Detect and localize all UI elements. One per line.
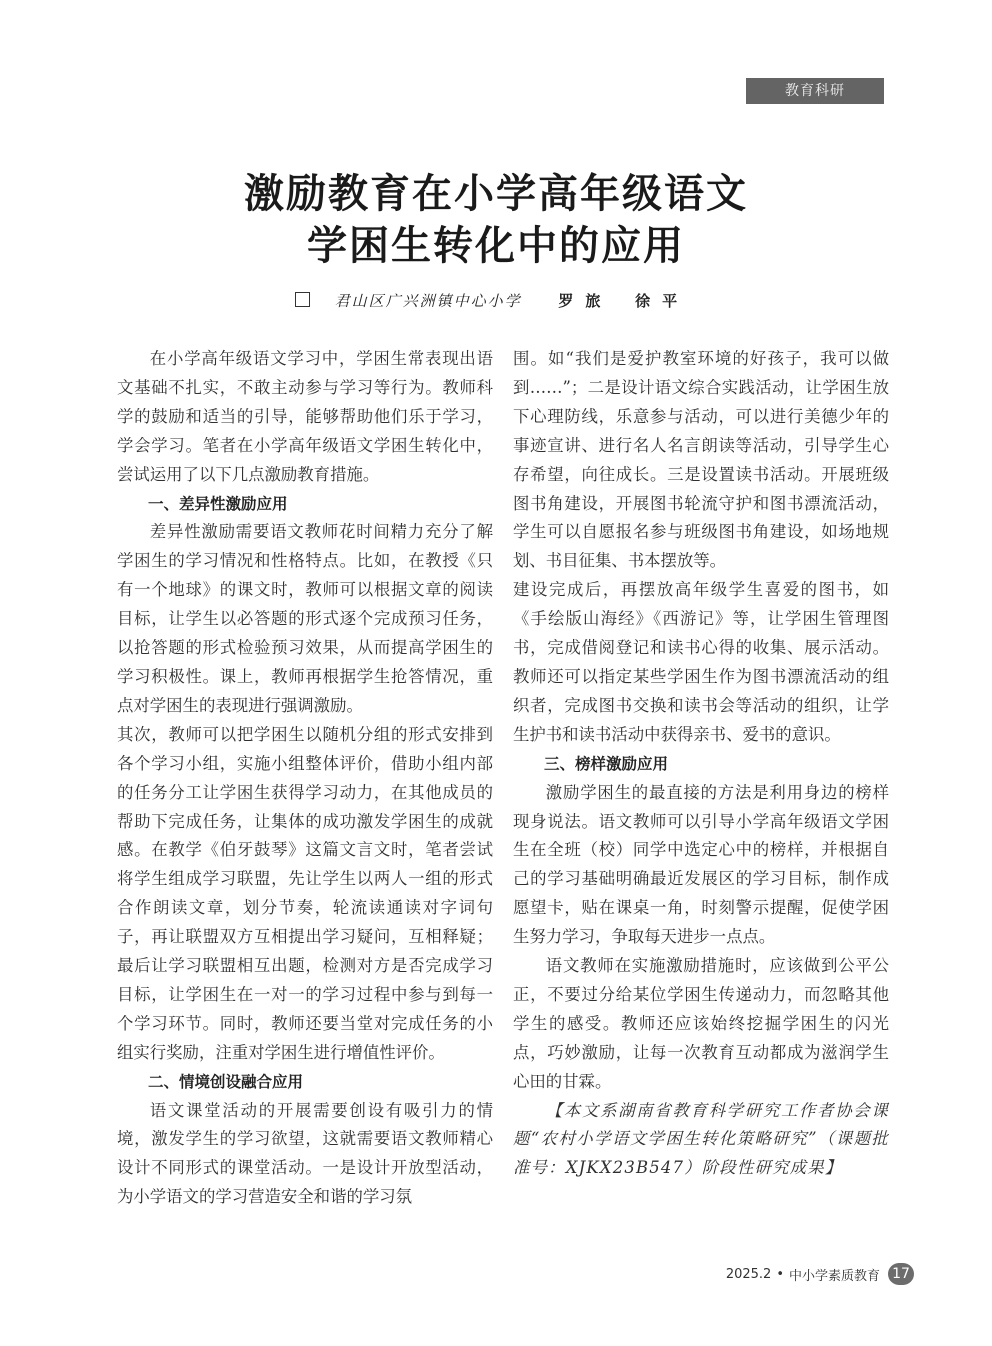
issue-number: 2025.2 [725, 1266, 772, 1282]
section-heading-3: 三、榜样激励应用 [544, 754, 669, 773]
left-column [117, 345, 493, 1212]
title-line-1: 激励教育在小学高年级语文 [244, 171, 748, 217]
funding-note: 【本文系湖南省教育科学研究工作者协会课题“农村小学语文学困生转化策略研究”（课题批准号：XJKX23B547）阶段性研究成果】 [513, 1100, 889, 1178]
title-line-2: 学困生转化中的应用 [307, 223, 685, 269]
intro-paragraph: 在小学高年级语文学习中，学困生常表现出语文基础不扎实，不敢主动参与学习等行为。教师科学的鼓励和适当的引导，能够帮助他们乐于学习，学会学习。笔者在小学高年级语文学困生转化中，尝试运用了以下几点激励教育措施。 [117, 349, 493, 484]
section-heading-2: 二、情境创设融合应用 [148, 1072, 304, 1091]
affiliation: 君山区广兴洲镇中心小学 [334, 292, 522, 310]
square-bullet-icon [295, 292, 310, 307]
author: 罗旅 [558, 292, 613, 310]
body-paragraph: 围。如“我们是爱护教室环境的好孩子，我可以做到……”；二是设计语文综合实践活动，让学困生放下心理防线，乐意参与活动，可以进行美德少年的事迹宣讲、进行名人名言朗读等活动，引导学生心存希望，向往成长。三是设置读书活动。开展班级图书角建设，开展图书轮流守护和图书漂流活动，学生可以自愿报名参与班级图书角建设，如场地规划、书目征集、书本摆放等。 [513, 349, 889, 571]
section-heading-1: 一、差异性激励应用 [148, 494, 288, 513]
body-paragraph: 其次，教师可以把学困生以随机分组的形式安排到各个学习小组，实施小组整体评价，借助小组内部的任务分工让学困生获得学习动力，在其他成员的帮助下完成任务，让集体的成功激发学困生的成就感。在教学《伯牙鼓琴》这篇文言文时，笔者尝试将学生组成学习联盟，先让学生以两人一组的形式合作朗读文章，划分节奏，轮流读通读对字词句子，再让联盟双方互相提出学习疑问，互相释疑；最后让学习联盟相互出题，检测对方是否完成学习目标，让学困生在一对一的学习过程中参与到每一个学习环节。同时，教师还要当堂对完成任务的小组实行奖励，注重对学困生进行增值性评价。 [117, 724, 493, 1062]
byline [0, 290, 992, 311]
body-paragraph: 语文课堂活动的开展需要创设有吸引力的情境，激发学生的学习欲望，这就需要语文教师精心设计不同形式的课堂活动。一是设计开放型活动，为小学语文的学习营造安全和谐的学习氛 [117, 1100, 493, 1207]
right-column [513, 345, 889, 1183]
section-tag: 教育科研 [746, 78, 884, 104]
conclusion-paragraph: 语文教师在实施激励措施时，应该做到公平公正，不要过分给某位学困生传递动力，而忽略其他学生的感受。教师还应该始终挖掘学困生的闪光点，巧妙激励，让每一次教育互动都成为滋润学生心田的甘霖。 [513, 956, 889, 1091]
body-paragraph: 激励学困生的最直接的方法是利用身边的榜样现身说法。语文教师可以引导小学高年级语文学困生在全班（校）同学中选定心中的榜样，并根据自己的学习基础明确最近发展区的学习目标，制作成愿望卡，贴在课桌一角，时刻警示提醒，促使学困生努力学习，争取每天进步一点点。 [513, 782, 889, 947]
page-footer [726, 1263, 914, 1285]
body-paragraph: 差异性激励需要语文教师花时间精力充分了解学困生的学习情况和性格特点。比如，在教授《只有一个地球》的课文时，教师可以根据文章的阅读目标，让学生以必答题的形式逐个完成预习任务，以抢答题的形式检验预习效果，从而提高学困生的学习积极性。课上，教师再根据学生抢答情况，重点对学困生的表现进行强调激励。 [117, 522, 493, 715]
author: 徐平 [635, 292, 690, 310]
page-number: 17 [888, 1263, 914, 1285]
footer-separator: • [776, 1266, 784, 1282]
body-paragraph: 建设完成后，再摆放高年级学生喜爱的图书，如《手绘版山海经》《西游记》等，让学困生管理图书，完成借阅登记和读书心得的收集、展示活动。教师还可以指定某些学困生作为图书漂流活动的组织者，完成图书交换和读书会等活动的组织，让学生护书和读书活动中获得亲书、爱书的意识。 [513, 580, 889, 744]
journal-name: 中小学素质教育 [788, 1268, 880, 1284]
article-title [0, 168, 992, 272]
